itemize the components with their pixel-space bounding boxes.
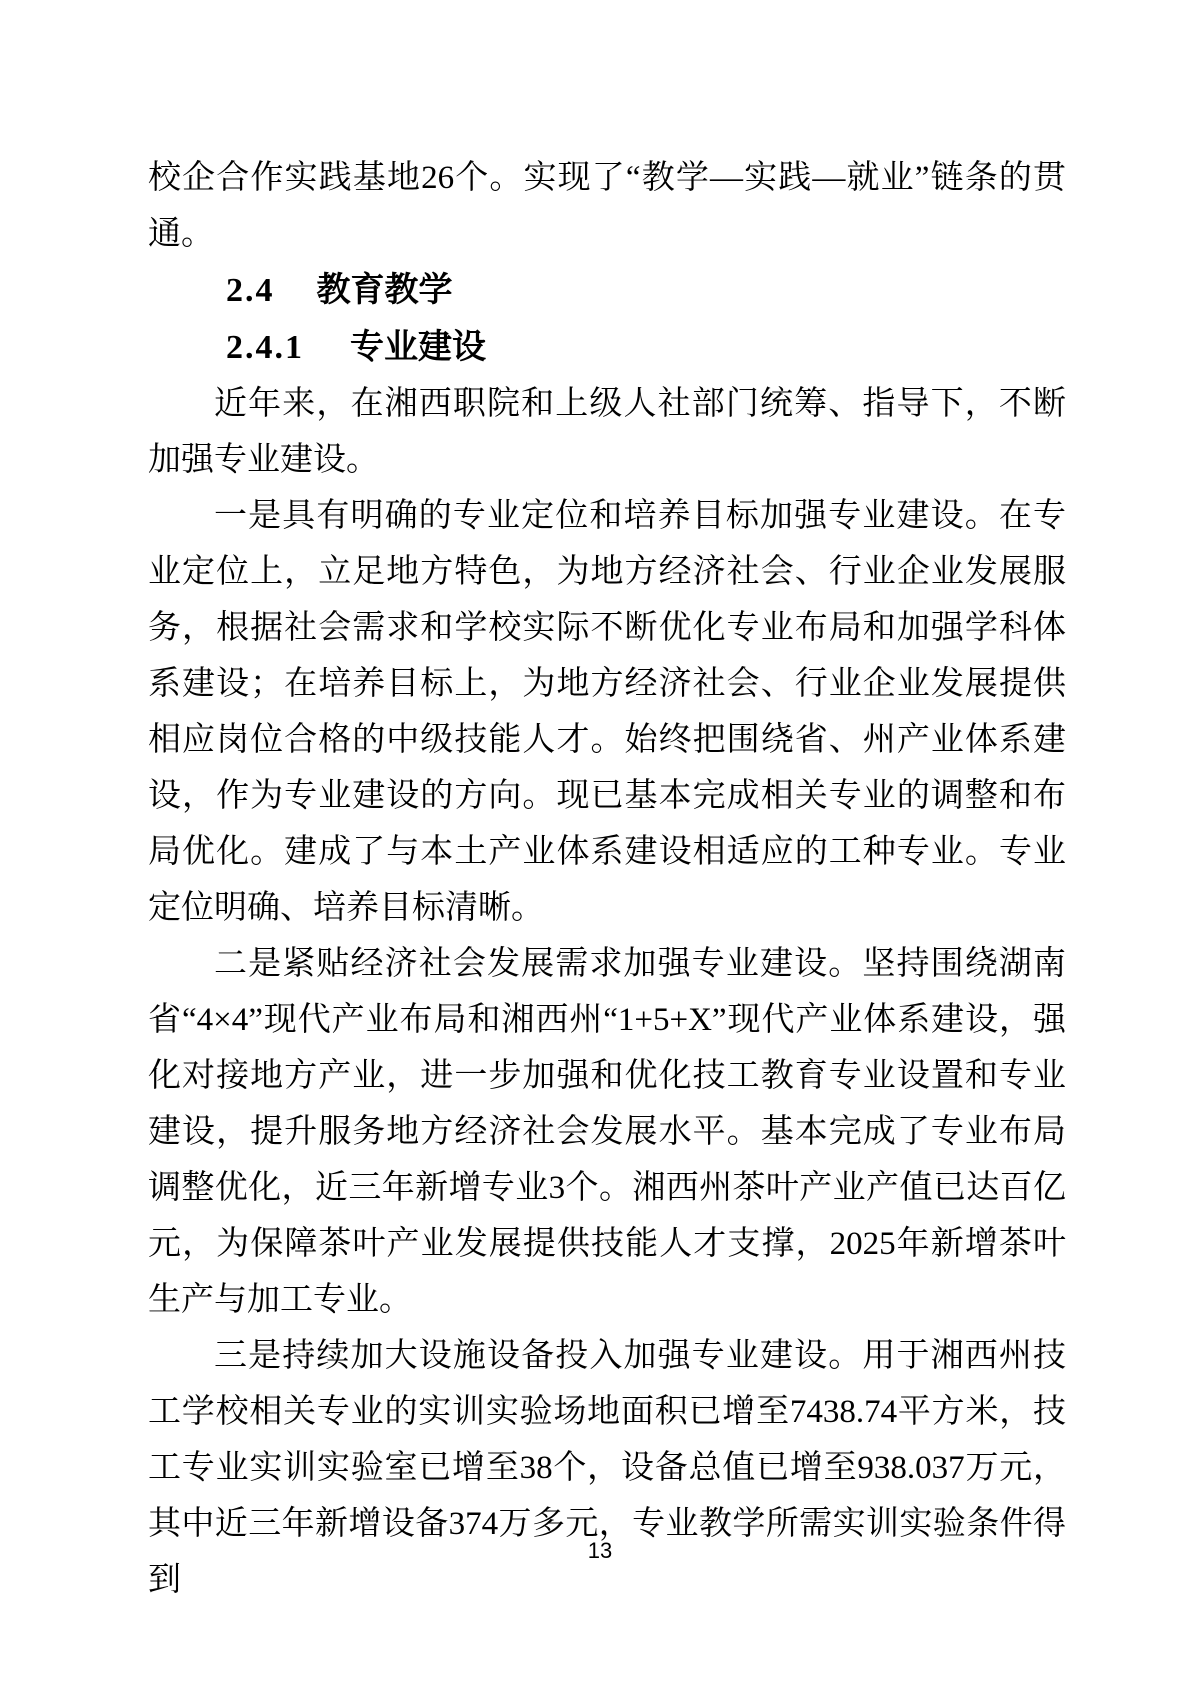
heading-2-4-1-title: 专业建设	[350, 328, 486, 366]
paragraph-point-two: 二是紧贴经济社会发展需求加强专业建设。坚持围绕湖南省“4×4”现代产业布局和湘西州“1+5+X”现代产业体系建设，强化对接地方产业，进一步加强和优化技工教育专业设置和专业建设，提升服务地方经济社会发展水平。基本完成了专业布局调整优化，近三年新增专业3个。湘西州茶叶产业产值已达百亿元，为保障茶叶产业发展提供技能人才支撑，2025年新增茶叶生产与加工专业。	[148, 946, 1066, 1318]
page-number: 13	[587, 1538, 613, 1563]
heading-2-4-number: 2.4	[226, 272, 275, 309]
heading-2-4-title: 教育教学	[316, 271, 453, 309]
heading-2-4-1-number: 2.4.1	[226, 329, 304, 366]
document-content	[148, 150, 1066, 1608]
heading-2-4-1	[148, 319, 1066, 376]
heading-2-4	[148, 262, 1066, 319]
paragraph-point-one: 一是具有明确的专业定位和培养目标加强专业建设。在专业定位上，立足地方特色，为地方经济社会、行业企业发展服务，根据社会需求和学校实际不断优化专业布局和加强学科体系建设；在培养目标上，为地方经济社会、行业企业发展提供相应岗位合格的中级技能人才。始终把围绕省、州产业体系建设，作为专业建设的方向。现已基本完成相关专业的调整和布局优化。建成了与本土产业体系建设相适应的工种专业。专业定位明确、培养目标清晰。	[148, 498, 1066, 926]
continuation-paragraph: 校企合作实践基地26个。实现了“教学—实践—就业”链条的贯通。	[148, 160, 1066, 252]
paragraph-point-three: 三是持续加大设施设备投入加强专业建设。用于湘西州技工学校相关专业的实训实验场地面积已增至7438.74平方米，技工专业实训实验室已增至38个，设备总值已增至938.037万元，其中近三年新增设备374万多元，专业教学所需实训实验条件得到	[148, 1338, 1066, 1598]
paragraph-overview: 近年来，在湘西职院和上级人社部门统筹、指导下，不断加强专业建设。	[148, 386, 1066, 478]
